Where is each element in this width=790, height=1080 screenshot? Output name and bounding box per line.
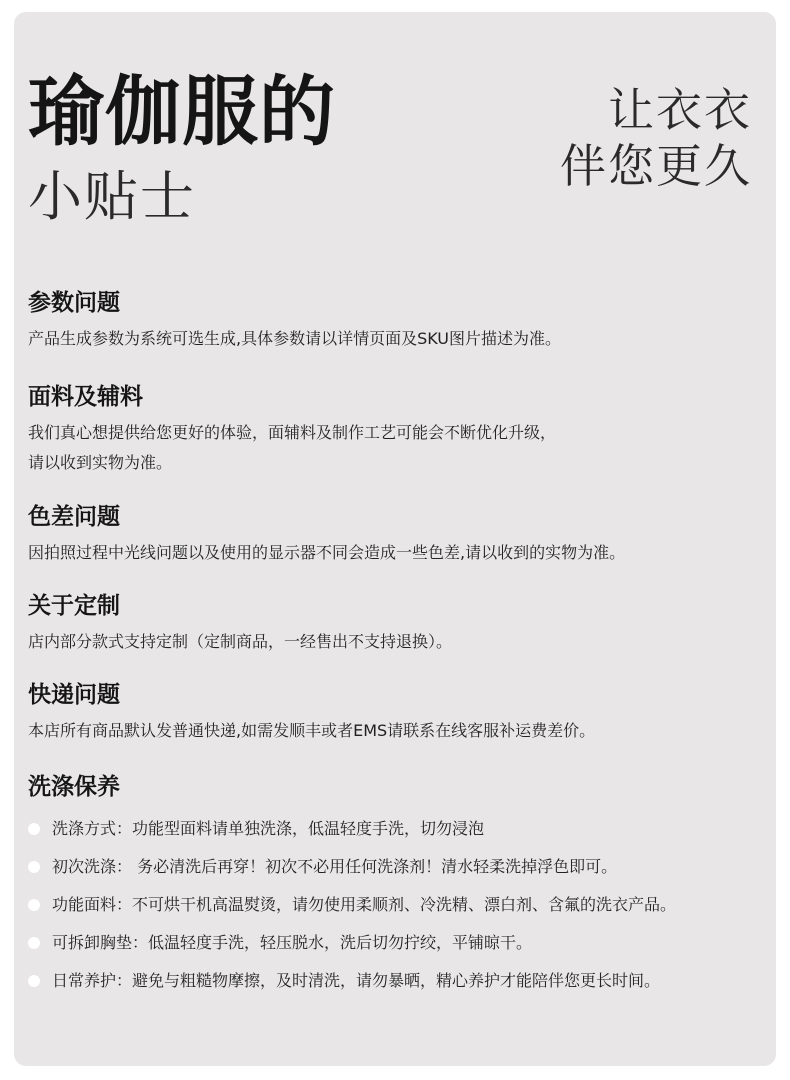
section-title: 面料及辅料 <box>28 384 143 410</box>
section-title: 参数问题 <box>28 290 120 316</box>
list-item <box>28 848 764 886</box>
section-line: 因拍照过程中光线问题以及使用的显示器不同会造成一些色差,请以收到的实物为准。 <box>28 543 626 562</box>
bullet-dot-icon <box>28 823 40 835</box>
bullet-dot-icon <box>28 975 40 987</box>
washing-list <box>28 810 764 1000</box>
section-title: 快递问题 <box>28 682 120 708</box>
section-customization <box>28 591 764 657</box>
section-text <box>28 716 764 746</box>
section-line: 请以收到实物为准。 <box>28 453 173 472</box>
slogan <box>560 82 752 194</box>
section-text <box>28 324 764 354</box>
list-item-text: 功能面料：不可烘干机高温熨烫，请勿使用柔顺剂、冷洗精、漂白剂、含氟的洗衣产品。 <box>52 895 677 914</box>
list-item-text: 初次洗涤： 务必清洗后再穿！初次不必用任何洗涤剂！清水轻柔洗掉浮色即可。 <box>52 857 618 876</box>
section-line: 产品生成参数为系统可选生成,具体参数请以详情页面及SKU图片描述为准。 <box>28 329 562 348</box>
section-color-difference <box>28 502 764 568</box>
section-title: 洗涤保养 <box>28 774 120 800</box>
section-line: 店内部分款式支持定制（定制商品，一经售出不支持退换）。 <box>28 632 453 651</box>
list-item-text: 洗涤方式：功能型面料请单独洗涤，低温轻度手洗，切勿浸泡 <box>52 819 485 838</box>
section-washing <box>28 772 764 1000</box>
section-line: 本店所有商品默认发普通快递,如需发顺丰或者EMS请联系在线客服补运费差价。 <box>28 721 596 740</box>
bullet-dot-icon <box>28 861 40 873</box>
slogan-line-1: 让衣衣 <box>608 83 752 137</box>
list-item <box>28 924 764 962</box>
list-item <box>28 886 764 924</box>
page-title: 瑜伽服的 <box>28 67 336 156</box>
section-shipping <box>28 680 764 746</box>
list-item-text: 日常养护：避免与粗糙物摩擦，及时清洗，请勿暴晒，精心养护才能陪伴您更长时间。 <box>52 971 661 990</box>
section-text <box>28 418 764 478</box>
bullet-dot-icon <box>28 937 40 949</box>
list-item <box>28 962 764 1000</box>
section-text <box>28 538 764 568</box>
tips-card <box>14 12 776 1066</box>
bullet-dot-icon <box>28 899 40 911</box>
section-line: 我们真心想提供给您更好的体验，面辅料及制作工艺可能会不断优化升级， <box>28 423 557 442</box>
page-subtitle: 小贴士 <box>28 165 196 228</box>
list-item-text: 可拆卸胸垫：低温轻度手洗，轻压脱水，洗后切勿拧绞，平铺晾干。 <box>52 933 533 952</box>
section-title: 色差问题 <box>28 504 120 530</box>
section-parameters <box>28 288 764 354</box>
slogan-line-2: 伴您更久 <box>560 139 752 193</box>
section-title: 关于定制 <box>28 593 120 619</box>
section-text <box>28 627 764 657</box>
list-item <box>28 810 764 848</box>
section-materials <box>28 382 764 478</box>
